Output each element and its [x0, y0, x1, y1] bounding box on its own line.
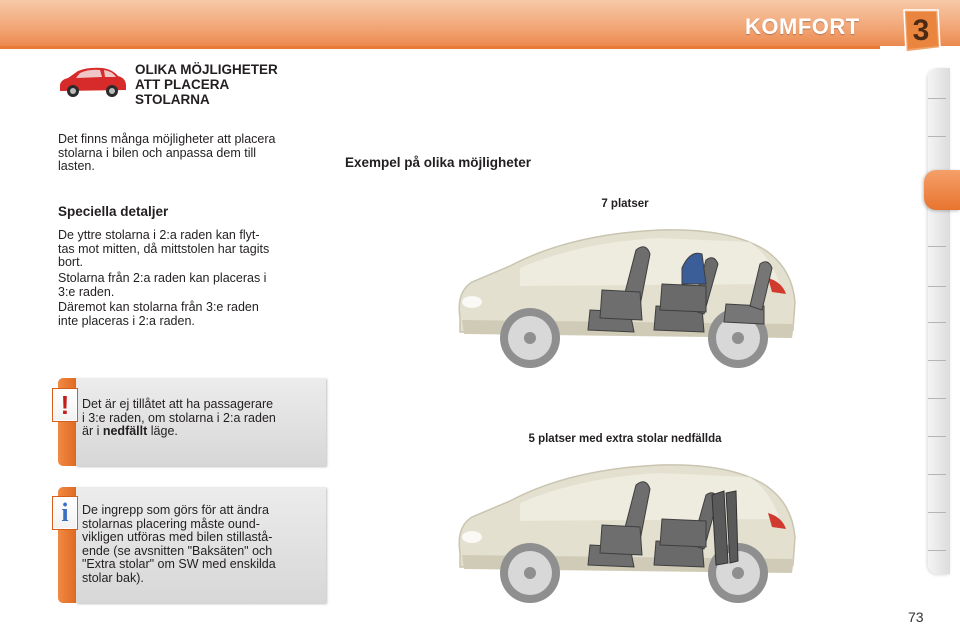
details-heading: Speciella detaljer: [58, 204, 169, 219]
text-line: Stolarna från 2:a raden kan placeras i: [58, 271, 267, 285]
text-line: inte placeras i 2:a raden.: [58, 313, 195, 328]
text-line: stolarna i bilen och anpassa dem till: [58, 145, 257, 160]
car-seven-seats-illustration: [450, 220, 800, 370]
text-line: Däremot kan stolarna från 3:e raden: [58, 300, 259, 314]
tab-divider: [928, 136, 946, 137]
text-line: Det är ej tillåtet att ha passagerare: [82, 397, 274, 411]
details-paragraph-3: [58, 301, 326, 328]
tab-divider: [928, 322, 946, 323]
info-i-icon: i: [53, 497, 77, 529]
section-title-line: OLIKA MÖJLIGHETER: [135, 62, 278, 77]
text-line: vikligen utföras med bilen stillastå-: [82, 530, 273, 544]
car-five-seats-illustration: [450, 455, 800, 605]
tab-divider: [928, 474, 946, 475]
text-line: ende (se avsnitten "Baksäten" och: [82, 543, 273, 558]
caption-seven-seats: 7 platser: [601, 198, 649, 210]
text-fragment: läge.: [147, 424, 178, 438]
header-divider: [0, 46, 880, 49]
text-line: Det finns många möjligheter att placera: [58, 132, 276, 146]
section-title-line: ATT PLACERA: [135, 77, 230, 92]
section-title: [135, 62, 335, 107]
tab-divider: [928, 512, 946, 513]
warning-exclamation-icon: !: [53, 389, 77, 421]
text-line: lasten.: [58, 159, 95, 173]
tab-chapter-active[interactable]: [924, 170, 960, 210]
text-line: i 3:e raden, om stolarna i 2:a raden: [82, 410, 276, 425]
examples-heading: Exempel på olika möjligheter: [345, 155, 532, 170]
tab-divider: [928, 360, 946, 361]
tab-divider: [928, 246, 946, 247]
details-paragraph-1: [58, 229, 326, 270]
caption-five-seats: 5 platser med extra stolar nedfällda: [528, 433, 722, 445]
text-line: 3:e raden.: [58, 284, 115, 299]
page-number: 73: [908, 609, 924, 625]
text-fragment: är i: [82, 424, 103, 438]
details-paragraph-2: [58, 272, 326, 299]
text-line: "Extra stolar" om SW med enskilda: [82, 557, 276, 571]
text-line: stolarnas placering måste ound-: [82, 516, 260, 531]
intro-paragraph: [58, 133, 326, 174]
chapter-title: KOMFORT: [745, 14, 860, 39]
bold-term: nedfällt: [102, 424, 148, 438]
chapter-tab-rail: [928, 68, 950, 574]
text-line: De ingrepp som görs för att ändra: [82, 503, 269, 517]
warning-text: [82, 398, 322, 439]
chapter-badge: [900, 8, 942, 54]
red-car-icon: [56, 64, 128, 98]
text-line: [82, 425, 322, 439]
tab-divider: [928, 436, 946, 437]
chapter-number: 3: [912, 14, 930, 47]
section-title-line: STOLARNA: [135, 92, 210, 107]
info-text: [82, 504, 322, 585]
text-line: De yttre stolarna i 2:a raden kan flyt-: [58, 228, 260, 242]
tab-divider: [928, 98, 946, 99]
text-line: tas mot mitten, då mittstolen har tagits: [58, 241, 270, 256]
text-line: bort.: [58, 255, 84, 269]
tab-divider: [928, 550, 946, 551]
text-line: stolar bak).: [82, 570, 144, 585]
tab-divider: [928, 398, 946, 399]
tab-divider: [928, 286, 946, 287]
